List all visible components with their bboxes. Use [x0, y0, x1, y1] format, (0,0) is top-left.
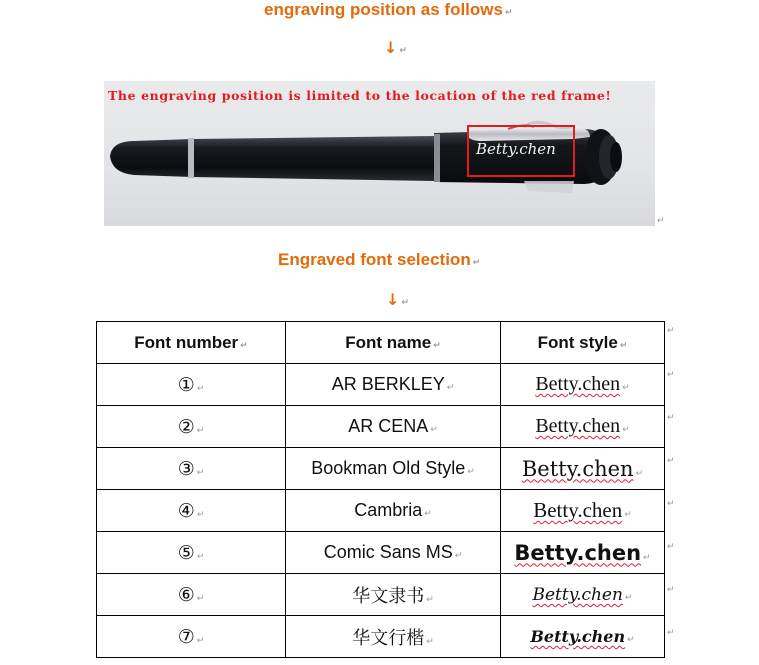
font-number-cell: ③ ↵	[97, 448, 286, 490]
paragraph-mark-icon: ↵	[426, 594, 434, 605]
pen-engraving-photo	[104, 81, 655, 226]
paragraph-mark-icon: ↵	[401, 298, 409, 308]
paragraph-mark-icon: ↵	[454, 551, 463, 561]
paragraph-mark-icon: ↵	[196, 467, 205, 478]
table-row	[97, 616, 665, 658]
paragraph-mark-icon: ↵	[667, 499, 675, 509]
paragraph-mark-icon: ↵	[667, 370, 675, 380]
paragraph-mark-icon: ↵	[667, 413, 675, 423]
font-style-cell: Betty.chen ↵	[501, 406, 665, 448]
font-style-cell: Betty.chen ↵	[501, 532, 665, 574]
font-number-cell: ② ↵	[97, 406, 286, 448]
heading-engraving-position: engraving position as follows ↵	[264, 0, 513, 19]
paragraph-mark-icon: ↵	[624, 593, 633, 603]
font-number-cell: ⑦ ↵	[97, 616, 286, 658]
table-row	[97, 490, 665, 532]
paragraph-mark-icon: ↵	[424, 509, 432, 519]
pen-barrel	[110, 136, 434, 181]
font-name-cell: Bookman Old Style ↵	[286, 448, 501, 490]
pen-tail-ring	[188, 138, 194, 178]
paragraph-mark-icon: ↵	[467, 467, 475, 477]
table-header-row	[97, 322, 665, 364]
paragraph-mark-icon: ↵	[399, 46, 407, 56]
paragraph-mark-icon: ↵	[472, 258, 481, 268]
paragraph-mark-icon: ↵	[196, 551, 205, 562]
paragraph-mark-icon: ↵	[196, 635, 205, 646]
pen-clip	[468, 127, 590, 141]
paragraph-mark-icon: ↵	[622, 383, 630, 393]
font-style-cell: Betty.chen ↵	[501, 364, 665, 406]
font-name-cell: 华文隶书 ↵	[286, 574, 501, 616]
font-style-cell: Betty.chen ↵	[501, 490, 665, 532]
table-row	[97, 448, 665, 490]
table-row	[97, 532, 665, 574]
font-name-cell: Comic Sans MS ↵	[286, 532, 501, 574]
heading-font-selection: Engraved font selection ↵	[278, 250, 481, 269]
paragraph-mark-icon: ↵	[635, 468, 644, 479]
font-number-cell: ⑤ ↵	[97, 532, 286, 574]
down-arrow-icon: ↓ ↵	[384, 38, 407, 57]
table-row	[97, 406, 665, 448]
font-name-cell: 华文行楷 ↵	[286, 616, 501, 658]
table-row	[97, 574, 665, 616]
table-row	[97, 364, 665, 406]
paragraph-mark-icon: ↵	[667, 542, 675, 552]
paragraph-mark-icon: ↵	[504, 8, 513, 18]
font-name-cell: AR BERKLEY ↵	[286, 364, 501, 406]
engraving-text: Betty.chen	[476, 140, 556, 158]
paragraph-mark-icon: ↵	[624, 510, 632, 520]
paragraph-mark-icon: ↵	[196, 383, 205, 394]
paragraph-mark-icon: ↵	[240, 340, 248, 351]
pen-cap-ring	[434, 134, 440, 182]
paragraph-mark-icon: ↵	[619, 340, 628, 351]
paragraph-mark-icon: ↵	[196, 509, 205, 520]
font-name-cell: Cambria ↵	[286, 490, 501, 532]
header-font-style: Font style ↵	[501, 322, 665, 364]
paragraph-mark-icon: ↵	[657, 216, 665, 226]
font-name-cell: AR CENA ↵	[286, 406, 501, 448]
paragraph-mark-icon: ↵	[622, 425, 630, 435]
down-arrow-icon: ↓ ↵	[386, 290, 409, 309]
header-font-name: Font name ↵	[286, 322, 501, 364]
paragraph-mark-icon: ↵	[433, 340, 441, 351]
paragraph-mark-icon: ↵	[667, 585, 675, 595]
font-selection-table	[96, 321, 665, 658]
paragraph-mark-icon: ↵	[667, 326, 675, 336]
header-font-number: Font number ↵	[97, 322, 286, 364]
paragraph-mark-icon: ↵	[196, 593, 205, 604]
font-style-cell: Betty.chen ↵	[501, 448, 665, 490]
font-number-cell: ① ↵	[97, 364, 286, 406]
photo-caption: The engraving position is limited to the location of the red frame!	[108, 88, 612, 103]
font-style-cell: Betty.chen ↵	[501, 616, 665, 658]
font-number-cell: ④ ↵	[97, 490, 286, 532]
paragraph-mark-icon: ↵	[430, 425, 438, 435]
paragraph-mark-icon: ↵	[196, 425, 205, 436]
paragraph-mark-icon: ↵	[667, 456, 675, 466]
paragraph-mark-icon: ↵	[627, 635, 635, 645]
paragraph-mark-icon: ↵	[667, 628, 675, 638]
font-number-cell: ⑥ ↵	[97, 574, 286, 616]
paragraph-mark-icon: ↵	[426, 636, 434, 647]
paragraph-mark-icon: ↵	[446, 383, 455, 393]
paragraph-mark-icon: ↵	[643, 552, 651, 563]
font-style-cell: Betty.chen ↵	[501, 574, 665, 616]
